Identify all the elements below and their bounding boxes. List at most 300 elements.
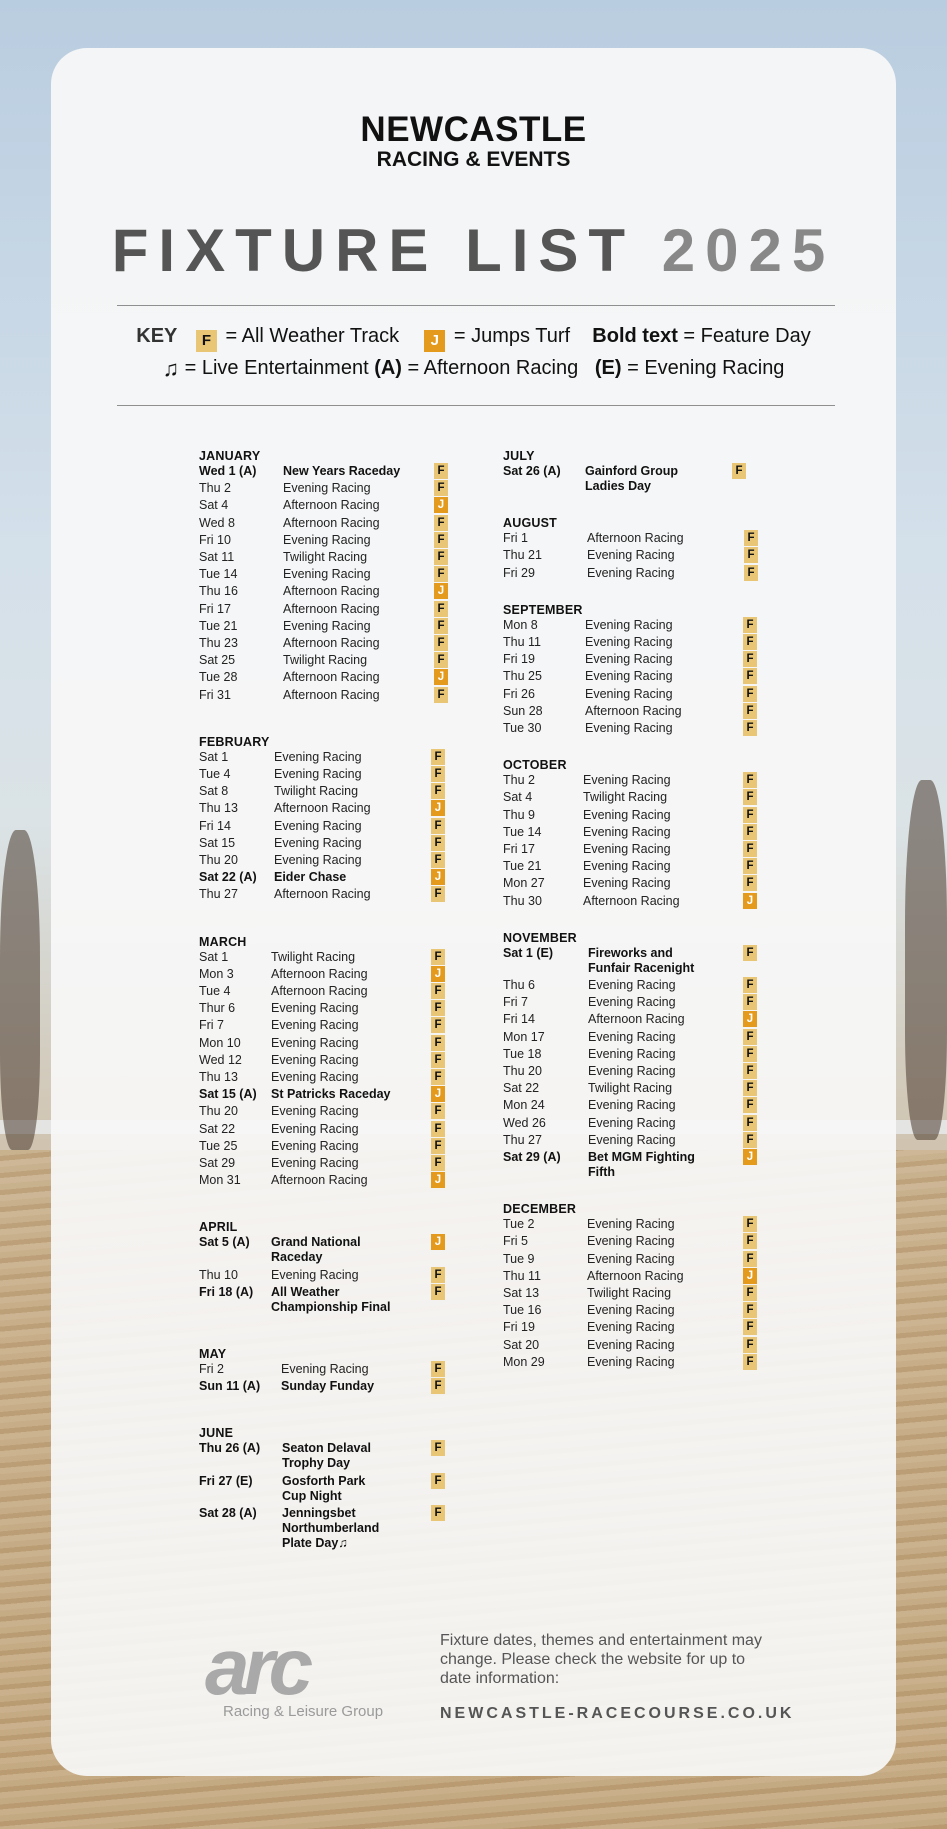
- all-weather-badge: F: [744, 547, 758, 563]
- fixture-title: Evening Racing: [271, 1052, 359, 1067]
- fixture-date: Tue 28: [199, 670, 238, 685]
- jumps-badge: J: [431, 1234, 445, 1250]
- fixture-date: Mon 31: [199, 1173, 241, 1188]
- all-weather-badge: F: [743, 1046, 757, 1062]
- fixture-title: Evening Racing: [274, 749, 362, 764]
- fixture-title: Afternoon Racing: [583, 893, 680, 908]
- all-weather-badge: F: [743, 789, 757, 805]
- fixture-date: Sat 26 (A): [503, 464, 561, 478]
- all-weather-badge: F: [743, 651, 757, 667]
- fixture-title: Evening Racing: [271, 1121, 359, 1136]
- website-link[interactable]: NEWCASTLE-RACECOURSE.CO.UK: [440, 1705, 795, 1722]
- fixture-date: Mon 10: [199, 1035, 241, 1050]
- all-weather-badge: F: [431, 1035, 445, 1051]
- all-weather-badge: F: [743, 1080, 757, 1096]
- all-weather-badge: F: [743, 807, 757, 823]
- fixture-title: Evening Racing: [283, 618, 371, 633]
- all-weather-badge: F: [434, 549, 448, 565]
- all-weather-badge: F: [431, 1121, 445, 1137]
- fixture-title: Afternoon Racing: [274, 887, 371, 902]
- fixture-date: Sat 22 (A): [199, 870, 257, 885]
- fixture-date: Thu 20: [199, 853, 238, 867]
- page-title: [51, 216, 896, 285]
- fixture-title: Evening Racing: [271, 1018, 359, 1033]
- fixture-date: Thu 9: [503, 807, 535, 822]
- all-weather-badge: F: [431, 983, 445, 999]
- fixture-date: Sat 20: [503, 1337, 540, 1352]
- fixture-title: Afternoon Racing: [587, 1268, 684, 1283]
- fixture-title: Twilight Racing: [283, 653, 368, 668]
- fixture-title: Evening Racing: [587, 1320, 675, 1335]
- fixture-title: Afternoon Racing: [283, 498, 380, 513]
- all-weather-badge: F: [743, 720, 757, 736]
- fixture-date: Tue 25: [199, 1138, 238, 1153]
- key-feature: = Feature Day: [683, 325, 811, 347]
- all-weather-badge: F: [431, 1069, 445, 1085]
- all-weather-badge: F: [431, 852, 445, 868]
- fixture-date: Thu 13: [199, 1070, 238, 1084]
- fixture-title: Evening Racing: [587, 1217, 675, 1232]
- fixture-date: Sat 1 (E): [503, 945, 554, 960]
- fixture-date: Mon 27: [503, 876, 545, 891]
- fixture-title: St Patricks Raceday: [271, 1087, 391, 1102]
- fixture-title: Evening Racing: [588, 978, 676, 992]
- fixture-date: Thu 10: [199, 1267, 238, 1282]
- all-weather-badge: F: [743, 977, 757, 993]
- jumps-badge: J: [431, 800, 445, 816]
- fixture-title: Afternoon Racing: [274, 801, 371, 816]
- all-weather-badge: F: [743, 1216, 757, 1232]
- fixture-title: Evening Racing: [583, 842, 671, 856]
- fixture-title: Gosforth Park: [282, 1473, 366, 1488]
- fixture-date: Thu 21: [503, 548, 542, 563]
- fixture-title: Fifth: [588, 1165, 616, 1179]
- month-heading: NOVEMBER: [503, 930, 577, 945]
- fixture-date: Thu 27: [503, 1132, 542, 1147]
- fixture-title: Evening Racing: [274, 767, 362, 781]
- fixture-title: Evening Racing: [587, 1337, 675, 1352]
- fixture-title: Eider Chase: [274, 870, 347, 885]
- fixture-title: Evening Racing: [271, 1156, 359, 1170]
- fixture-date: Thu 6: [503, 978, 535, 992]
- fixture-date: Tue 14: [199, 567, 238, 582]
- fixture-title: Afternoon Racing: [283, 636, 380, 650]
- all-weather-badge: F: [434, 532, 448, 548]
- all-weather-badge: F: [431, 749, 445, 765]
- all-weather-badge: F: [743, 1132, 757, 1148]
- fixture-title: Evening Racing: [583, 807, 671, 822]
- all-weather-badge: F: [743, 1097, 757, 1113]
- fixture-title: Afternoon Racing: [588, 1012, 685, 1027]
- all-weather-badge: F: [743, 1029, 757, 1045]
- month-heading: JUNE: [199, 1426, 234, 1441]
- all-weather-badge: F: [743, 841, 757, 857]
- key-line-2: [51, 356, 896, 382]
- fixture-date: Fri 26: [503, 686, 535, 701]
- all-weather-badge: F: [434, 635, 448, 651]
- fixture-title: Twilight Racing: [583, 790, 668, 805]
- arc-logo-subtitle: Racing & Leisure Group: [223, 1703, 384, 1720]
- fixture-title: Gainford Group: [585, 464, 679, 478]
- fixture-title: Evening Racing: [585, 652, 673, 667]
- fixture-title: Twilight Racing: [587, 1286, 672, 1300]
- key-line-1: [51, 325, 896, 352]
- fixture-date: Wed 8: [199, 515, 235, 530]
- fixture-date: Fri 17: [199, 601, 231, 616]
- fixture-date: Sat 5 (A): [199, 1235, 250, 1250]
- fixture-title: Evening Racing: [587, 1303, 675, 1318]
- fixture-date: Thu 11: [503, 1268, 541, 1283]
- fixture-date: Thu 13: [199, 801, 238, 816]
- fixture-date: Tue 4: [199, 984, 231, 998]
- jumps-badge: J: [434, 669, 448, 685]
- fixture-title: Evening Racing: [271, 1138, 359, 1153]
- fixture-title: Twilight Racing: [588, 1081, 673, 1096]
- all-weather-badge: F: [743, 1285, 757, 1301]
- fixture-date: Thu 26 (A): [199, 1441, 261, 1456]
- jumps-badge: J: [743, 1268, 757, 1284]
- all-weather-badge: F: [743, 1063, 757, 1079]
- fixture-title: Funfair Racenight: [588, 960, 695, 975]
- music-note-icon: ♫: [338, 1535, 348, 1550]
- fixture-title: Evening Racing: [283, 481, 371, 496]
- all-weather-badge: F: [743, 1233, 757, 1249]
- fixture-title: New Years Raceday: [283, 464, 401, 478]
- month-heading: APRIL: [199, 1220, 238, 1235]
- fixture-title: Twilight Racing: [271, 949, 356, 964]
- fixture-title: Evening Racing: [585, 617, 673, 632]
- fixture-title: Afternoon Racing: [271, 966, 368, 981]
- all-weather-badge: F: [431, 1138, 445, 1154]
- month-heading: SEPTEMBER: [503, 602, 583, 617]
- fixture-date: Sat 15: [199, 835, 236, 850]
- fixture-title: Evening Racing: [585, 721, 673, 735]
- all-weather-badge: F: [743, 668, 757, 684]
- fixture-date: Thu 16: [199, 584, 238, 599]
- fixture-date: Thur 6: [199, 1001, 236, 1016]
- all-weather-badge: F: [431, 1473, 445, 1489]
- jumps-badge: J: [434, 497, 448, 513]
- all-weather-badge: F: [431, 886, 445, 902]
- key-jumps: = Jumps Turf: [453, 325, 571, 347]
- fixture-title: Evening Racing: [271, 1267, 359, 1282]
- fixture-date: Thu 27: [199, 887, 238, 902]
- fixture-date: Sat 15 (A): [199, 1087, 257, 1102]
- brand-subtitle: RACING & EVENTS: [376, 148, 571, 171]
- fixture-date: Sun 28: [503, 703, 543, 718]
- disclaimer: Fixture dates, themes and entertainment may change. Please check the website for up to date information:: [440, 1632, 762, 1687]
- fixture-date: Sat 29: [199, 1156, 236, 1170]
- all-weather-badge: F: [743, 1354, 757, 1370]
- fixture-date: Mon 29: [503, 1354, 545, 1369]
- fixture-date: Fri 17: [503, 842, 535, 856]
- fixture-title: Twilight Racing: [283, 550, 368, 564]
- all-weather-badge: F: [743, 945, 757, 961]
- fixture-title: Evening Racing: [585, 669, 673, 684]
- fixture-title: Ladies Day: [585, 479, 652, 493]
- key-bold-label: Bold text: [592, 325, 678, 347]
- all-weather-badge: F: [732, 463, 746, 479]
- all-weather-badge: F: [431, 1361, 445, 1377]
- all-weather-badge: F: [743, 1115, 757, 1131]
- key-afternoon: = Afternoon Racing: [407, 357, 579, 379]
- key-label: KEY: [136, 325, 178, 347]
- fixture-title: Evening Racing: [583, 876, 671, 891]
- fixture-date: Sat 4: [503, 790, 533, 805]
- all-weather-badge: F: [743, 703, 757, 719]
- fixture-date: Mon 24: [503, 1098, 545, 1113]
- fixture-title: Evening Racing: [587, 565, 675, 580]
- all-weather-badge: F: [431, 766, 445, 782]
- background-horse-image: [0, 830, 40, 1150]
- fixture-title: Evening Racing: [281, 1362, 369, 1376]
- divider: [117, 305, 835, 306]
- fixture-date: Sat 25: [199, 653, 236, 668]
- fixture-title: Seaton Delaval: [282, 1441, 371, 1456]
- fixture-date: Tue 18: [503, 1046, 542, 1061]
- month-heading: MAY: [199, 1347, 227, 1361]
- arc-logo-text: arc: [205, 1622, 308, 1711]
- all-weather-badge: F: [431, 1017, 445, 1033]
- fixture-title: Afternoon Racing: [283, 601, 380, 616]
- fixture-title: Evening Racing: [588, 1064, 676, 1078]
- fixture-date: Sat 22: [503, 1081, 540, 1096]
- month-heading: JANUARY: [199, 449, 261, 463]
- all-weather-badge: F: [431, 783, 445, 799]
- fixture-date: Sat 22: [199, 1121, 236, 1136]
- all-weather-badge: F: [434, 687, 448, 703]
- fixture-date: Fri 27 (E): [199, 1473, 253, 1488]
- fixture-date: Wed 1 (A): [199, 464, 257, 478]
- month-heading: AUGUST: [503, 516, 557, 531]
- fixture-title: Evening Racing: [585, 635, 673, 649]
- all-weather-badge: F: [431, 1155, 445, 1171]
- jumps-badge: J: [431, 966, 445, 982]
- jumps-badge: J: [431, 1172, 445, 1188]
- all-weather-badge: F: [431, 1267, 445, 1283]
- fixture-title: Fireworks and: [588, 945, 673, 960]
- key-evening-code: (E): [594, 357, 622, 379]
- fixture-date: Thu 23: [199, 636, 238, 650]
- fixture-date: Fri 1: [503, 531, 528, 546]
- all-weather-badge: F: [434, 652, 448, 668]
- fixture-date: Thu 20: [503, 1064, 542, 1078]
- fixture-date: Sat 1: [199, 749, 229, 764]
- fixture-title: Twilight Racing: [274, 784, 359, 799]
- all-weather-badge: F: [431, 1505, 445, 1521]
- fixture-date: Fri 19: [503, 652, 535, 667]
- month-heading: DECEMBER: [503, 1202, 577, 1217]
- fixture-date: Fri 29: [503, 565, 535, 580]
- fixture-title: Evening Racing: [283, 567, 371, 582]
- fixture-date: Sat 11: [199, 550, 235, 564]
- fixture-title: Afternoon Racing: [283, 515, 380, 530]
- fixture-date: Tue 30: [503, 721, 542, 735]
- fixture-date: Tue 2: [503, 1217, 535, 1232]
- fixture-date: Mon 17: [503, 1029, 545, 1044]
- fixture-date: Fri 10: [199, 532, 231, 547]
- all-weather-badge: F: [434, 566, 448, 582]
- fixture-date: Thu 25: [503, 669, 542, 684]
- month-heading: JULY: [503, 449, 535, 463]
- fixture-date: Tue 14: [503, 824, 542, 839]
- fixture-title: Evening Racing: [588, 995, 676, 1010]
- fixture-date: Fri 5: [503, 1234, 528, 1249]
- title-text: FIXTURE LIST: [111, 217, 636, 284]
- fixture-title: Afternoon Racing: [585, 703, 682, 718]
- fixture-date: Tue 16: [503, 1303, 542, 1318]
- fixture-title: Championship Final: [271, 1299, 391, 1314]
- fixture-title: Afternoon Racing: [283, 687, 380, 702]
- all-weather-badge: F: [434, 601, 448, 617]
- fixture-title: Jenningsbet: [282, 1505, 356, 1520]
- month-heading: FEBRUARY: [199, 734, 270, 749]
- fixture-date: Sat 4: [199, 498, 229, 513]
- fixture-date: Sat 29 (A): [503, 1150, 561, 1164]
- fixture-title: Evening Racing: [588, 1029, 676, 1044]
- fixture-title: Evening Racing: [588, 1046, 676, 1061]
- all-weather-badge: F: [431, 835, 445, 851]
- all-weather-badge: F: [743, 824, 757, 840]
- all-weather-badge: F: [431, 1284, 445, 1300]
- fixture-date: Wed 12: [199, 1052, 242, 1067]
- all-weather-badge: F: [434, 480, 448, 496]
- fixture-title: Evening Racing: [587, 548, 675, 563]
- fixture-date: Wed 26: [503, 1115, 546, 1130]
- fixture-date: Fri 18 (A): [199, 1284, 254, 1299]
- fixture-date: Tue 21: [199, 618, 238, 633]
- fixture-date: Fri 14: [199, 818, 231, 833]
- fixture-title: Evening Racing: [274, 835, 362, 850]
- fixture-date: Sat 13: [503, 1286, 540, 1300]
- fixture-title: Evening Racing: [271, 1001, 359, 1016]
- all-weather-badge: F: [434, 463, 448, 479]
- arc-logo: [199, 1622, 414, 1720]
- key-evening: = Evening Racing: [627, 357, 785, 379]
- fixture-title: Evening Racing: [583, 824, 671, 839]
- fixture-title: Afternoon Racing: [283, 584, 380, 599]
- fixture-title: Evening Racing: [271, 1070, 359, 1084]
- all-weather-badge: F: [743, 994, 757, 1010]
- fixture-title: Evening Racing: [583, 773, 671, 788]
- fixture-date: Mon 3: [199, 966, 234, 981]
- fixture-date: Sat 28 (A): [199, 1505, 257, 1520]
- all-weather-badge: F: [744, 530, 758, 546]
- key-afternoon-code: (A): [374, 357, 402, 379]
- all-weather-badge: F: [743, 875, 757, 891]
- jumps-badge: J: [743, 1011, 757, 1027]
- fixture-date: Thu 30: [503, 893, 542, 908]
- fixture-title: Afternoon Racing: [271, 984, 368, 998]
- fixture-title: Evening Racing: [588, 1098, 676, 1113]
- jumps-box: J: [424, 330, 445, 352]
- fixture-title: Evening Racing: [587, 1251, 675, 1266]
- fixture-date: Sat 8: [199, 784, 229, 799]
- fixture-date: Thu 2: [503, 773, 535, 788]
- fixture-date: Thu 2: [199, 481, 231, 496]
- fixture-date: Sat 1: [199, 949, 229, 964]
- jumps-badge: J: [743, 893, 757, 909]
- all-weather-badge: F: [743, 617, 757, 633]
- key-all-weather: = All Weather Track: [225, 325, 400, 347]
- fixture-title: Plate Day♫: [282, 1535, 348, 1550]
- fixture-title: Sunday Funday: [281, 1379, 375, 1394]
- fixture-date: Fri 14: [503, 1012, 535, 1027]
- fixture-title: Raceday: [271, 1250, 323, 1265]
- all-weather-box: F: [196, 330, 217, 352]
- all-weather-badge: F: [743, 634, 757, 650]
- month-heading: MARCH: [199, 934, 247, 949]
- all-weather-badge: F: [743, 1319, 757, 1335]
- divider: [117, 405, 835, 406]
- fixture-title: Evening Racing: [585, 686, 673, 701]
- title-year: 2025: [661, 217, 836, 284]
- fixture-card: [51, 48, 896, 1776]
- fixture-date: Fri 19: [503, 1320, 535, 1335]
- all-weather-badge: F: [744, 565, 758, 581]
- fixture-title: Evening Racing: [587, 1354, 675, 1369]
- all-weather-badge: F: [431, 1052, 445, 1068]
- fixture-title: Northumberland: [282, 1520, 380, 1535]
- fixture-date: Mon 8: [503, 617, 538, 632]
- fixture-date: Sun 11 (A): [199, 1379, 261, 1394]
- all-weather-badge: F: [431, 1000, 445, 1016]
- fixture-title: Evening Racing: [274, 818, 362, 833]
- fixture-title: Evening Racing: [583, 859, 671, 874]
- jumps-badge: J: [434, 583, 448, 599]
- jumps-badge: J: [743, 1149, 757, 1165]
- fixture-date: Thu 11: [503, 635, 541, 649]
- all-weather-badge: F: [434, 618, 448, 634]
- fixture-title: Evening Racing: [271, 1104, 359, 1119]
- background-horse-image: [905, 780, 947, 1140]
- fixture-date: Fri 7: [199, 1018, 224, 1033]
- all-weather-badge: F: [743, 686, 757, 702]
- fixture-date: Tue 4: [199, 767, 231, 781]
- fixture-title: Afternoon Racing: [587, 531, 684, 546]
- all-weather-badge: F: [431, 818, 445, 834]
- all-weather-badge: F: [743, 1251, 757, 1267]
- fixture-title: All Weather: [271, 1284, 340, 1299]
- fixture-date: Fri 31: [199, 687, 231, 702]
- fixture-date: Thu 20: [199, 1104, 238, 1119]
- all-weather-badge: F: [743, 772, 757, 788]
- all-weather-badge: F: [431, 1378, 445, 1394]
- fixture-date: Fri 7: [503, 995, 528, 1010]
- fixture-title: Grand National: [271, 1235, 361, 1250]
- fixture-date: Fri 2: [199, 1362, 224, 1376]
- fixture-title: Bet MGM Fighting: [588, 1150, 695, 1164]
- month-heading: OCTOBER: [503, 758, 567, 773]
- jumps-badge: J: [431, 869, 445, 885]
- fixture-title: Cup Night: [282, 1488, 342, 1503]
- fixture-title: Trophy Day: [282, 1456, 351, 1471]
- fixture-date: Tue 9: [503, 1251, 535, 1266]
- all-weather-badge: F: [434, 515, 448, 531]
- all-weather-badge: F: [431, 1440, 445, 1456]
- fixture-title: Evening Racing: [271, 1035, 359, 1050]
- key-live: = Live Entertainment: [184, 357, 369, 379]
- fixture-title: Afternoon Racing: [283, 670, 380, 685]
- fixture-date: Tue 21: [503, 859, 542, 874]
- fixture-title: Afternoon Racing: [271, 1173, 368, 1188]
- all-weather-badge: F: [431, 1103, 445, 1119]
- music-note-icon: ♫: [162, 356, 180, 381]
- fixture-title: Evening Racing: [587, 1234, 675, 1249]
- all-weather-badge: F: [743, 1337, 757, 1353]
- brand-name: NEWCASTLE: [360, 110, 587, 149]
- fixture-title: Evening Racing: [283, 532, 371, 547]
